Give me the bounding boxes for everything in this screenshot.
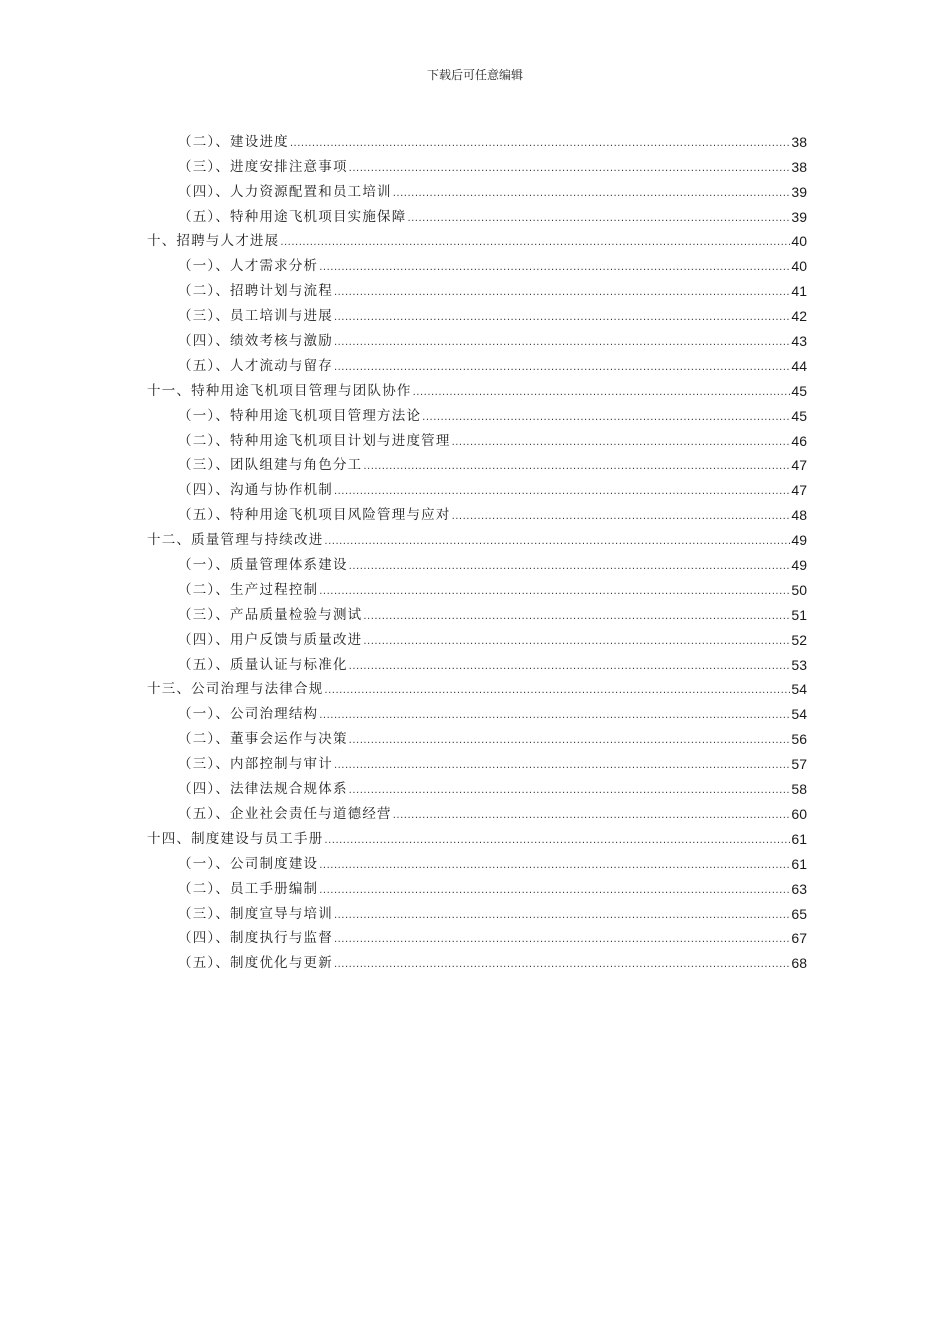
toc-entry-title: （五）、质量认证与标准化 — [178, 656, 348, 673]
toc-section-entry[interactable] — [147, 400, 807, 425]
toc-entry-title: （四）、法律法规合规体系 — [178, 781, 348, 798]
toc-dot-leader — [334, 307, 790, 325]
toc-dot-leader — [452, 432, 791, 450]
toc-page-number: 50 — [791, 581, 807, 598]
toc-entry-title: （二）、生产过程控制 — [178, 581, 319, 598]
toc-page-number: 57 — [791, 756, 807, 773]
toc-dot-leader — [407, 208, 790, 226]
toc-dot-leader — [334, 954, 790, 972]
toc-entry-title: （一）、公司制度建设 — [178, 855, 319, 872]
toc-dot-leader — [324, 680, 790, 698]
toc-entry-title: 十二、质量管理与持续改进 — [147, 532, 324, 549]
toc-dot-leader — [319, 855, 790, 873]
toc-page-number: 44 — [791, 357, 807, 374]
toc-page-number: 61 — [791, 855, 807, 872]
toc-dot-leader — [413, 382, 791, 400]
toc-section-entry[interactable] — [147, 574, 807, 599]
toc-section-entry[interactable] — [147, 250, 807, 275]
toc-entry-title: （三）、内部控制与审计 — [178, 756, 333, 773]
toc-section-entry[interactable] — [147, 450, 807, 475]
toc-section-entry[interactable] — [147, 275, 807, 300]
toc-section-entry[interactable] — [147, 201, 807, 226]
toc-entry-title: （二）、招聘计划与流程 — [178, 283, 333, 300]
toc-dot-leader — [319, 257, 790, 275]
toc-section-entry[interactable] — [147, 848, 807, 873]
toc-dot-leader — [334, 357, 790, 375]
toc-page-number: 40 — [791, 258, 807, 275]
toc-dot-leader — [349, 556, 791, 574]
toc-chapter-entry[interactable] — [147, 823, 807, 848]
toc-page-number: 45 — [791, 407, 807, 424]
toc-dot-leader — [393, 183, 791, 201]
toc-entry-title: （四）、沟通与协作机制 — [178, 482, 333, 499]
toc-page-number: 53 — [791, 656, 807, 673]
toc-page-number: 38 — [791, 158, 807, 175]
toc-entry-title: （二）、董事会运作与决策 — [178, 731, 348, 748]
toc-entry-title: 十一、特种用途飞机项目管理与团队协作 — [147, 382, 412, 399]
toc-entry-title: 十、招聘与人才进展 — [147, 233, 280, 250]
table-of-contents — [147, 126, 807, 972]
toc-page-number: 46 — [791, 432, 807, 449]
toc-dot-leader — [349, 780, 791, 798]
toc-section-entry[interactable] — [147, 176, 807, 201]
toc-page-number: 39 — [791, 208, 807, 225]
toc-page-number: 49 — [791, 532, 807, 549]
toc-entry-title: （三）、产品质量检验与测试 — [178, 606, 363, 623]
toc-entry-title: （二）、员工手册编制 — [178, 880, 319, 897]
toc-section-entry[interactable] — [147, 350, 807, 375]
toc-section-entry[interactable] — [147, 748, 807, 773]
toc-page-number: 54 — [791, 706, 807, 723]
toc-page-number: 60 — [791, 805, 807, 822]
toc-section-entry[interactable] — [147, 723, 807, 748]
toc-dot-leader — [334, 282, 790, 300]
toc-entry-title: （五）、企业社会责任与道德经营 — [178, 805, 392, 822]
toc-dot-leader — [334, 481, 790, 499]
toc-entry-title: （五）、特种用途飞机项目实施保障 — [178, 208, 407, 225]
toc-section-entry[interactable] — [147, 947, 807, 972]
toc-dot-leader — [452, 506, 791, 524]
toc-dot-leader — [280, 232, 790, 250]
toc-page-number: 63 — [791, 880, 807, 897]
toc-chapter-entry[interactable] — [147, 524, 807, 549]
toc-page-number: 43 — [791, 333, 807, 350]
toc-page-number: 51 — [791, 606, 807, 623]
toc-page-number: 41 — [791, 283, 807, 300]
toc-page-number: 47 — [791, 482, 807, 499]
toc-entry-title: （四）、绩效考核与激励 — [178, 333, 333, 350]
toc-dot-leader — [324, 531, 790, 549]
toc-section-entry[interactable] — [147, 798, 807, 823]
toc-dot-leader — [349, 730, 791, 748]
toc-dot-leader — [393, 805, 791, 823]
toc-page-number: 40 — [791, 233, 807, 250]
toc-chapter-entry[interactable] — [147, 375, 807, 400]
toc-section-entry[interactable] — [147, 898, 807, 923]
toc-section-entry[interactable] — [147, 126, 807, 151]
toc-page-number: 47 — [791, 457, 807, 474]
toc-section-entry[interactable] — [147, 474, 807, 499]
toc-page-number: 58 — [791, 781, 807, 798]
toc-entry-title: （三）、团队组建与角色分工 — [178, 457, 363, 474]
toc-entry-title: 十三、公司治理与法律合规 — [147, 681, 324, 698]
toc-dot-leader — [349, 656, 791, 674]
toc-chapter-entry[interactable] — [147, 226, 807, 251]
toc-entry-title: （四）、用户反馈与质量改进 — [178, 631, 363, 648]
toc-dot-leader — [319, 581, 790, 599]
toc-section-entry[interactable] — [147, 698, 807, 723]
toc-section-entry[interactable] — [147, 499, 807, 524]
toc-page-number: 68 — [791, 955, 807, 972]
toc-page-number: 61 — [791, 830, 807, 847]
toc-chapter-entry[interactable] — [147, 674, 807, 699]
toc-section-entry[interactable] — [147, 549, 807, 574]
toc-section-entry[interactable] — [147, 773, 807, 798]
toc-entry-title: （五）、人才流动与留存 — [178, 357, 333, 374]
toc-dot-leader — [349, 158, 791, 176]
toc-entry-title: （三）、进度安排注意事项 — [178, 158, 348, 175]
toc-entry-title: （一）、质量管理体系建设 — [178, 557, 348, 574]
toc-entry-title: （四）、人力资源配置和员工培训 — [178, 183, 392, 200]
toc-dot-leader — [324, 830, 790, 848]
toc-page-number: 56 — [791, 731, 807, 748]
toc-section-entry[interactable] — [147, 325, 807, 350]
toc-section-entry[interactable] — [147, 873, 807, 898]
toc-page-number: 67 — [791, 930, 807, 947]
toc-entry-title: （三）、制度宣导与培训 — [178, 905, 333, 922]
toc-entry-title: （四）、制度执行与监督 — [178, 930, 333, 947]
toc-page-number: 38 — [791, 133, 807, 150]
toc-entry-title: （二）、特种用途飞机项目计划与进度管理 — [178, 432, 451, 449]
toc-dot-leader — [334, 332, 790, 350]
toc-page-number: 39 — [791, 183, 807, 200]
toc-page-number: 49 — [791, 557, 807, 574]
toc-dot-leader — [290, 133, 791, 151]
toc-page-number: 42 — [791, 308, 807, 325]
toc-dot-leader — [334, 755, 790, 773]
toc-section-entry[interactable] — [147, 649, 807, 674]
toc-section-entry[interactable] — [147, 923, 807, 948]
toc-entry-title: （一）、人才需求分析 — [178, 258, 319, 275]
toc-dot-leader — [363, 456, 790, 474]
toc-dot-leader — [422, 407, 790, 425]
toc-page-number: 48 — [791, 507, 807, 524]
toc-dot-leader — [334, 929, 790, 947]
page-header: 下载后可任意编辑 — [426, 68, 523, 82]
toc-section-entry[interactable] — [147, 425, 807, 450]
toc-section-entry[interactable] — [147, 599, 807, 624]
toc-page-number: 45 — [791, 382, 807, 399]
toc-entry-title: （一）、特种用途飞机项目管理方法论 — [178, 407, 422, 424]
toc-page-number: 52 — [791, 631, 807, 648]
toc-section-entry[interactable] — [147, 300, 807, 325]
toc-dot-leader — [334, 905, 790, 923]
toc-entry-title: （三）、员工培训与进展 — [178, 308, 333, 325]
toc-entry-title: （一）、公司治理结构 — [178, 706, 319, 723]
toc-section-entry[interactable] — [147, 151, 807, 176]
toc-entry-title: 十四、制度建设与员工手册 — [147, 830, 324, 847]
toc-entry-title: （五）、特种用途飞机项目风险管理与应对 — [178, 507, 451, 524]
toc-dot-leader — [363, 631, 790, 649]
toc-dot-leader — [363, 606, 790, 624]
toc-page-number: 65 — [791, 905, 807, 922]
toc-section-entry[interactable] — [147, 624, 807, 649]
toc-entry-title: （五）、制度优化与更新 — [178, 955, 333, 972]
toc-dot-leader — [319, 705, 790, 723]
toc-dot-leader — [319, 880, 790, 898]
toc-page-number: 54 — [791, 681, 807, 698]
toc-entry-title: （二）、建设进度 — [178, 133, 289, 150]
